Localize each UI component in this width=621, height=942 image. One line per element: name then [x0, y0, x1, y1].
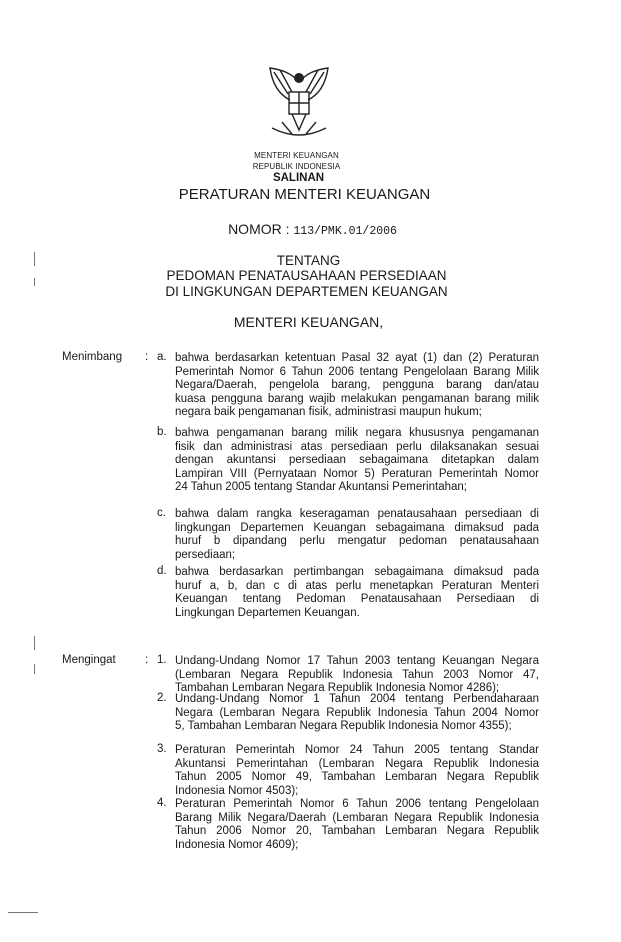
item-text-line: bahwa berdasarkan pertimbangan sebagaimana dimaksud pada [175, 566, 539, 578]
ministry-label: MENTERI KEUANGAN [254, 151, 339, 160]
item-marker: a. [157, 351, 167, 363]
item-text-line: negara baik pengamanan fisik, administrasi maupun hukum; [175, 406, 482, 419]
item-text-line: fisik dan administrasi atas persediaan perlu dilaksanakan sesuai [175, 440, 539, 453]
garuda-emblem-icon [262, 64, 336, 144]
item-text-line: huruf a, b, dan c di atas perlu menetapkan Peraturan Menteri [175, 579, 539, 592]
issuer: MENTERI KEUANGAN, [233, 314, 384, 330]
item-text-line: (Lembaran Negara Republik Indonesia Tahun 2003 Nomor 47, [175, 668, 539, 681]
item-text-line: Barang Milik Negara/Daerah (Lembaran Negara Republik Indonesia [175, 811, 539, 824]
section-label: Menimbang [62, 351, 123, 363]
scan-artifact [34, 278, 35, 286]
item-text-line: 5, Tambahan Lembaran Negara Republik Indonesia Nomor 4355); [175, 720, 512, 733]
item-text-line: Tambahan Lembaran Negara Republik Indonesia Nomor 4286); [175, 682, 500, 695]
item-text-line: Negara/Daerah, pengelola barang, pengguna barang dan/atau [175, 379, 539, 392]
scan-artifact [34, 664, 35, 674]
item-text-line: Undang-Undang Nomor 17 Tahun 2003 tentang Keuangan Negara [175, 655, 539, 667]
item-text-line: Negara (Lembaran Negara Republik Indonesia Tahun 2004 Nomor [175, 706, 539, 719]
item-text-line: Lingkungan Departemen Keuangan. [175, 606, 360, 619]
item-text-line: Pemerintah Nomor 6 Tahun 2006 tentang Pengelolaan Barang Milik [175, 365, 539, 378]
scan-artifact [8, 912, 38, 913]
item-text-line: kuasa pengguna barang wajib melakukan pengamanan barang milik [175, 392, 539, 405]
item-text-line: Indonesia Nomor 4609); [175, 838, 299, 851]
scan-artifact [34, 252, 35, 266]
item-text-line: bahwa pengamanan barang milik negara khususnya pengamanan [175, 427, 539, 439]
number-value: 113/PMK.01/2006 [293, 225, 397, 238]
country-label: REPUBLIK INDONESIA [252, 162, 341, 171]
item-text-line: lingkungan Departemen Keuangan sebagaimana dimaksud pada [175, 521, 539, 534]
section-colon: : [145, 654, 149, 666]
item-marker: d. [157, 565, 167, 577]
item-text-line: 24 Tahun 2005 tentang Standar Akuntansi Pemerintahan; [175, 481, 467, 494]
number-label: NOMOR : [228, 221, 290, 237]
item-marker: 4. [157, 797, 167, 809]
title-line-1: PEDOMAN PENATAUSAHAAN PERSEDIAAN [166, 268, 447, 283]
item-text-line: Undang-Undang Nomor 1 Tahun 2004 tentang Perbendaharaan [175, 693, 539, 705]
item-text-line: Akuntansi Pemerintahan (Lembaran Negara Republik Indonesia [175, 757, 539, 770]
item-text-line: Lampiran VIII (Pernyataan Nomor 5) Peraturan Pemerintah Nomor [175, 467, 539, 480]
item-marker: 2. [157, 692, 167, 704]
title-line-2: DI LINGKUNGAN DEPARTEMEN KEUANGAN [165, 284, 448, 299]
section-label: Mengingat [62, 654, 116, 666]
item-text-line: persediaan; [175, 548, 236, 561]
item-marker: 1. [157, 654, 167, 666]
item-text-line: Tahun 2005 Nomor 49, Tambahan Lembaran Negara Republik [175, 771, 539, 784]
item-text-line: Peraturan Pemerintah Nomor 24 Tahun 2005 tentang Standar [175, 744, 539, 756]
about-label: TENTANG [276, 253, 341, 268]
item-text-line: bahwa berdasarkan ketentuan Pasal 32 ayat (1) dan (2) Peraturan [175, 352, 539, 364]
item-marker: b. [157, 426, 167, 438]
item-marker: c. [157, 507, 166, 519]
item-text-line: Peraturan Pemerintah Nomor 6 Tahun 2006 tentang Pengelolaan [175, 798, 539, 810]
item-text-line: bahwa dalam rangka keseragaman penatausahaan persediaan di [175, 508, 539, 520]
item-text-line: Indonesia Nomor 4503); [175, 784, 299, 797]
item-text-line: dengan akuntansi persediaan sebagaimana ditetapkan dalam [175, 454, 539, 467]
document-type: PERATURAN MENTERI KEUANGAN [178, 186, 431, 203]
section-colon: : [145, 351, 149, 363]
scan-artifact [34, 636, 35, 650]
item-text-line: Tahun 2006 Nomor 20, Tambahan Lembaran Negara Republik [175, 825, 539, 838]
regulation-number [2, 221, 621, 238]
item-marker: 3. [157, 743, 167, 755]
item-text-line: huruf b dipandang perlu mengatur pedoman penatausahaan [175, 535, 539, 548]
item-text-line: Keuangan tentang Pedoman Penatausahaan Persediaan di [175, 593, 539, 606]
copy-mark: SALINAN [272, 172, 325, 184]
